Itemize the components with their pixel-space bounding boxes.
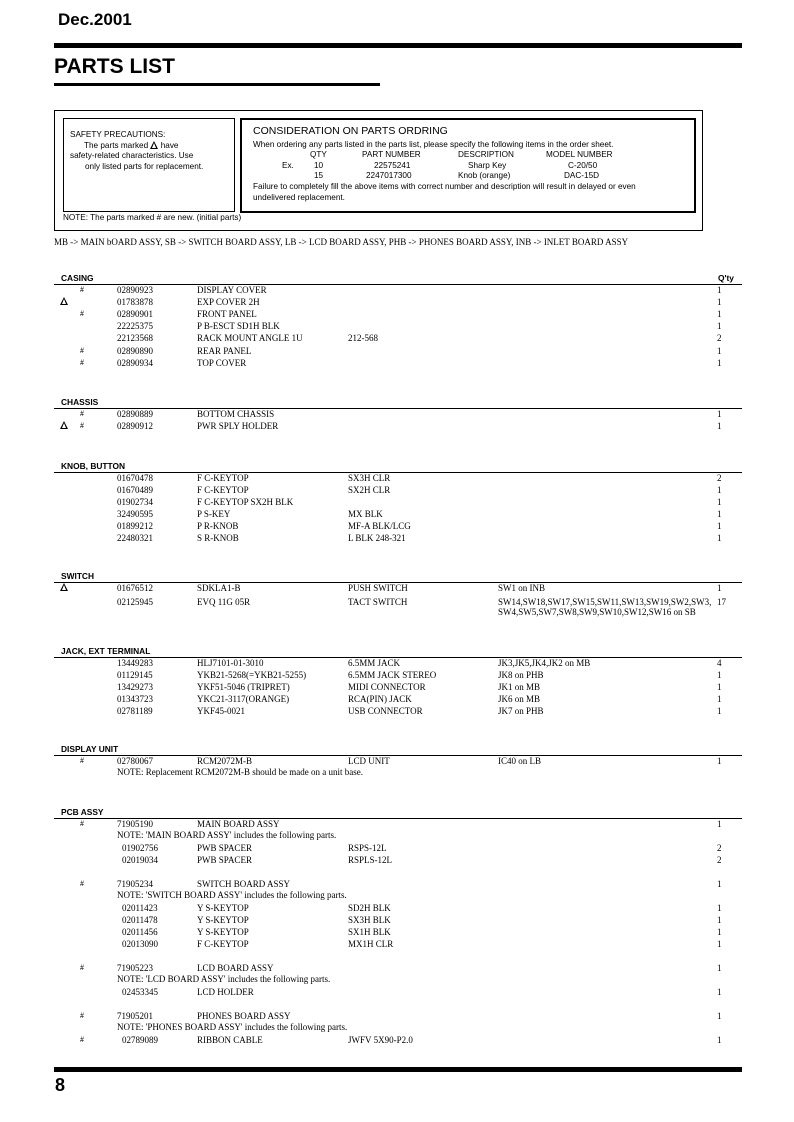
part-number: 02125945 [117, 596, 153, 607]
part-qty: 1 [717, 421, 722, 432]
part-number: 01902734 [117, 497, 153, 507]
part-note: RSPLS-12L [348, 855, 393, 865]
new-mark: # [80, 1011, 84, 1020]
part-number: 01676512 [117, 583, 153, 593]
page-title: PARTS LIST [54, 55, 175, 78]
table-row [0, 681, 794, 693]
part-note: USB CONNECTOR [348, 706, 423, 717]
safety-line-text: The parts marked [84, 141, 149, 150]
qty-column-header: Q'ty [718, 273, 734, 283]
part-reference: SW14,SW18,SW17,SW15,SW11,SW13,SW19,SW2,SW3, [498, 596, 712, 607]
part-qty: 17 [717, 596, 726, 607]
part-description: P R-KNOB [197, 521, 239, 531]
part-qty: 1 [717, 1011, 722, 1021]
part-description: MAIN BOARD ASSY [197, 819, 280, 829]
safety-warning-icon [60, 420, 68, 432]
part-qty: 1 [717, 694, 722, 705]
part-description: PWR SPLY HOLDER [197, 421, 279, 432]
part-description: Y S-KEYTOP [197, 903, 249, 913]
part-qty: 1 [717, 1035, 722, 1045]
part-qty: 1 [717, 879, 722, 889]
part-description: LCD HOLDER [197, 987, 254, 997]
part-qty: 2 [717, 843, 722, 853]
part-note: SX1H BLK [348, 927, 391, 937]
safety-line-text: have [160, 141, 179, 150]
table-row [0, 914, 794, 926]
table-row [0, 926, 794, 938]
part-note: SX3H BLK [348, 915, 391, 925]
part-number: 01670478 [117, 473, 153, 483]
table-row [0, 693, 794, 705]
col-description: DESCRIPTION [458, 150, 514, 159]
board-abbreviation-legend: MB -> MAIN bOARD ASSY, SB -> SWITCH BOARD ASSY, LB -> LCD BOARD ASSY, PHB -> PHONES BOARD ASSY, INB -> INLET BOARD ASSY [54, 237, 629, 247]
part-description: REAR PANEL [197, 345, 252, 356]
table-row [0, 345, 794, 357]
table-row [0, 705, 794, 717]
table-row [0, 582, 794, 594]
part-description: DISPLAY COVER [197, 285, 267, 295]
table-row [0, 962, 794, 974]
part-qty: 1 [717, 903, 722, 913]
part-note: MIDI CONNECTOR [348, 682, 426, 693]
section-title-switch: SWITCH [61, 571, 95, 581]
part-description: F C-KEYTOP [197, 939, 249, 949]
col-qty: QTY [310, 150, 327, 159]
part-qty: 4 [717, 658, 722, 668]
pcb-note: NOTE: 'SWITCH BOARD ASSY' includes the following parts. [117, 890, 347, 900]
part-description: YKC21-3117(ORANGE) [197, 694, 290, 705]
part-qty: 1 [717, 409, 722, 419]
part-qty: 1 [717, 987, 722, 997]
example-part: 22575241 [374, 161, 411, 170]
part-description: SDKLA1-B [197, 583, 241, 593]
table-row [0, 308, 794, 320]
table-row [0, 320, 794, 332]
part-description: S R-KNOB [197, 533, 239, 543]
part-number: 02453345 [122, 987, 158, 997]
part-note: 212-568 [348, 333, 378, 344]
safety-warning-icon [60, 582, 68, 594]
part-number: 71905234 [117, 879, 153, 889]
col-part-number: PART NUMBER [362, 150, 421, 159]
part-note: L BLK 248-321 [348, 533, 406, 543]
example-label: Ex. [282, 161, 294, 170]
pcb-note: NOTE: 'MAIN BOARD ASSY' includes the following parts. [117, 830, 337, 840]
part-number: 01783878 [117, 297, 153, 308]
new-mark: # [80, 1035, 84, 1044]
table-row [0, 1010, 794, 1022]
part-number: 71905201 [117, 1011, 153, 1021]
warning-triangle-icon [60, 583, 68, 591]
part-note: LCD UNIT [348, 756, 390, 766]
part-qty: 1 [717, 321, 722, 332]
table-row [0, 818, 794, 830]
part-note: SX3H CLR [348, 473, 391, 483]
section-title-chassis: CHASSIS [61, 397, 99, 407]
part-number: 02781189 [117, 706, 153, 717]
part-qty: 1 [717, 285, 722, 295]
table-row [0, 842, 794, 854]
part-note: RSPS-12L [348, 843, 387, 853]
part-description: SWITCH BOARD ASSY [197, 879, 291, 889]
part-note: MF-A BLK/LCG [348, 521, 411, 531]
part-description: EVQ 11G 05R [197, 596, 251, 607]
safety-line: only listed parts for replacement. [85, 162, 204, 171]
table-row [0, 1034, 794, 1046]
part-number: 02011423 [122, 903, 158, 913]
part-note: MX BLK [348, 509, 383, 519]
table-row [0, 357, 794, 369]
part-qty: 1 [717, 297, 722, 308]
part-description: YKB21-5268(=YKB21-5255) [197, 670, 307, 681]
part-number: 02789089 [122, 1035, 158, 1045]
section-title-pcb-assy: PCB ASSY [61, 807, 104, 817]
section-title-casing: CASING [61, 273, 94, 283]
part-description: RIBBON CABLE [197, 1035, 263, 1045]
table-row [0, 508, 794, 520]
consideration-intro: When ordering any parts listed in the parts list, please specify the following items in the order sheet. [253, 140, 614, 149]
safety-precautions-box [63, 118, 235, 212]
table-row [0, 755, 794, 767]
part-number: 02780067 [117, 756, 153, 766]
part-qty: 1 [717, 583, 722, 593]
table-row [0, 854, 794, 866]
new-mark: # [80, 409, 84, 418]
part-note: TACT SWITCH [348, 596, 408, 607]
part-qty: 1 [717, 963, 722, 973]
safety-warning-icon [60, 296, 68, 308]
table-row [0, 496, 794, 508]
part-number: 02013090 [122, 939, 158, 949]
table-row [0, 332, 794, 344]
safety-line: safety-related characteristics. Use [70, 151, 194, 160]
part-number: 02890890 [117, 345, 153, 356]
part-number: 01670489 [117, 485, 153, 495]
table-row [0, 657, 794, 669]
part-qty: 1 [717, 509, 722, 519]
part-qty: 1 [717, 521, 722, 531]
title-underline [54, 83, 380, 86]
table-row [0, 472, 794, 484]
safety-line [84, 140, 179, 152]
table-row [0, 296, 794, 308]
table-row [0, 420, 794, 432]
section-title-jack: JACK, EXT TERMINAL [61, 646, 151, 656]
header-rule [54, 43, 742, 48]
part-description: TOP COVER [197, 357, 247, 368]
footer-rule [54, 1067, 742, 1072]
new-mark: # [80, 345, 84, 355]
part-description: PHONES BOARD ASSY [197, 1011, 291, 1021]
part-note: 6.5MM JACK [348, 658, 401, 668]
example-model: DAC-15D [564, 171, 600, 180]
part-reference: JK7 on PHB [498, 706, 544, 717]
warning-triangle-icon [60, 297, 68, 305]
part-description: BOTTOM CHASSIS [197, 409, 275, 419]
part-description: LCD BOARD ASSY [197, 963, 274, 973]
new-mark: # [80, 963, 84, 972]
part-qty: 1 [717, 682, 722, 693]
part-description: FRONT PANEL [197, 309, 257, 320]
table-row [0, 484, 794, 496]
display-note: NOTE: Replacement RCM2072M-B should be made on a unit base. [117, 767, 363, 777]
part-number: 22123568 [117, 333, 153, 344]
part-number: 02019034 [122, 855, 158, 865]
part-description: EXP COVER 2H [197, 297, 260, 308]
example-desc: Knob (orange) [458, 171, 511, 180]
table-row-continuation [0, 606, 794, 618]
part-description: YKF51-5046 (TRIPRET) [197, 682, 290, 693]
example-qty: 15 [314, 171, 324, 180]
part-qty: 1 [717, 497, 722, 507]
part-number: 22225375 [117, 321, 153, 332]
part-note: 6.5MM JACK STEREO [348, 670, 437, 681]
part-description: P S-KEY [197, 509, 231, 519]
part-description: PWB SPACER [197, 843, 252, 853]
part-reference: JK8 on PHB [498, 670, 544, 681]
part-note: RCA(PIN) JACK [348, 694, 412, 705]
part-qty: 1 [717, 357, 722, 368]
part-description: YKF45-0021 [197, 706, 246, 717]
part-qty: 1 [717, 485, 722, 495]
consideration-footnote: undelivered replacement. [253, 193, 345, 202]
part-number: 02890901 [117, 309, 153, 320]
part-reference: IC40 on LB [498, 756, 542, 766]
part-number: 01902756 [122, 843, 158, 853]
part-reference: JK3,JK5,JK4,JK2 on MB [498, 658, 591, 668]
part-number: 02011478 [122, 915, 158, 925]
part-reference: JK1 on MB [498, 682, 541, 693]
part-number: 02890889 [117, 409, 153, 419]
part-qty: 1 [717, 533, 722, 543]
part-number: 32490595 [117, 509, 153, 519]
new-mark: # [80, 879, 84, 888]
page-number: 8 [55, 1075, 66, 1095]
pcb-note: NOTE: 'LCD BOARD ASSY' includes the following parts. [117, 974, 331, 984]
example-qty: 10 [314, 161, 324, 170]
warning-triangle-icon [60, 421, 68, 429]
part-qty: 1 [717, 819, 722, 829]
part-description: F C-KEYTOP [197, 473, 249, 483]
part-qty: 2 [717, 855, 722, 865]
part-note: PUSH SWITCH [348, 583, 408, 593]
part-description: RACK MOUNT ANGLE 1U [197, 333, 303, 344]
part-qty: 1 [717, 706, 722, 717]
section-title-display-unit: DISPLAY UNIT [61, 744, 119, 754]
part-qty: 1 [717, 670, 722, 681]
part-qty: 1 [717, 345, 722, 356]
example-part: 2247017300 [366, 171, 412, 180]
table-row [0, 986, 794, 998]
part-reference: JK6 on MB [498, 694, 541, 705]
part-number: 02890923 [117, 285, 153, 295]
part-qty: 2 [717, 473, 722, 483]
example-model: C-20/50 [568, 161, 598, 170]
part-description: PWB SPACER [197, 855, 252, 865]
new-parts-note: NOTE: The parts marked # are new. (initial parts) [63, 213, 242, 222]
table-row [0, 938, 794, 950]
pcb-note: NOTE: 'PHONES BOARD ASSY' includes the following parts. [117, 1022, 348, 1032]
example-desc: Sharp Key [468, 161, 507, 170]
part-number: 71905190 [117, 819, 153, 829]
new-mark: # [80, 756, 84, 765]
part-description: Y S-KEYTOP [197, 915, 249, 925]
part-description: HLJ7101-01-3010 [197, 658, 264, 668]
warning-triangle-icon [150, 141, 158, 149]
part-note: JWFV 5X90-P2.0 [348, 1035, 413, 1045]
part-number: 13429273 [117, 682, 153, 693]
table-row [0, 284, 794, 296]
part-description: Y S-KEYTOP [197, 927, 249, 937]
consideration-heading: CONSIDERATION ON PARTS ORDRING [253, 125, 448, 137]
part-note: SD2H BLK [348, 903, 391, 913]
part-number: 01129145 [117, 670, 153, 681]
table-row [0, 878, 794, 890]
part-qty: 1 [717, 309, 722, 320]
part-qty: 1 [717, 927, 722, 937]
ordering-consideration-box [240, 118, 696, 213]
col-model-number: MODEL NUMBER [546, 150, 613, 159]
part-note: SX2H CLR [348, 485, 391, 495]
part-number: 71905223 [117, 963, 153, 973]
part-description: RCM2072M-B [197, 756, 253, 766]
table-row [0, 902, 794, 914]
new-mark: # [80, 309, 84, 319]
new-mark: # [80, 421, 84, 431]
table-row [0, 520, 794, 532]
part-number: 22480321 [117, 533, 153, 543]
section-title-knob-button: KNOB, BUTTON [61, 461, 126, 471]
part-description: P B-ESCT SD1H BLK [197, 321, 280, 332]
document-date: Dec.2001 [58, 10, 132, 29]
part-description: F C-KEYTOP SX2H BLK [197, 497, 294, 507]
table-row [0, 408, 794, 420]
part-number: 02011456 [122, 927, 158, 937]
consideration-footnote: Failure to completely fill the above items with correct number and description will result in delayed or even [253, 182, 636, 191]
part-qty: 1 [717, 915, 722, 925]
new-mark: # [80, 819, 84, 828]
part-qty: 2 [717, 333, 722, 344]
part-note: MX1H CLR [348, 939, 394, 949]
part-qty: 1 [717, 939, 722, 949]
part-number: 02890912 [117, 421, 153, 432]
part-number: 13449283 [117, 658, 153, 668]
part-description: F C-KEYTOP [197, 485, 249, 495]
new-mark: # [80, 285, 84, 294]
part-number: 01343723 [117, 694, 153, 705]
new-mark: # [80, 357, 84, 367]
part-reference: SW1 on INB [498, 583, 545, 593]
ref-continuation: SW4,SW5,SW7,SW8,SW9,SW10,SW12,SW16 on SB [498, 607, 696, 617]
part-number: 01899212 [117, 521, 153, 531]
table-row [0, 669, 794, 681]
safety-heading: SAFETY PRECAUTIONS: [70, 130, 166, 139]
table-row [0, 532, 794, 544]
part-qty: 1 [717, 756, 722, 766]
part-number: 02890934 [117, 357, 153, 368]
